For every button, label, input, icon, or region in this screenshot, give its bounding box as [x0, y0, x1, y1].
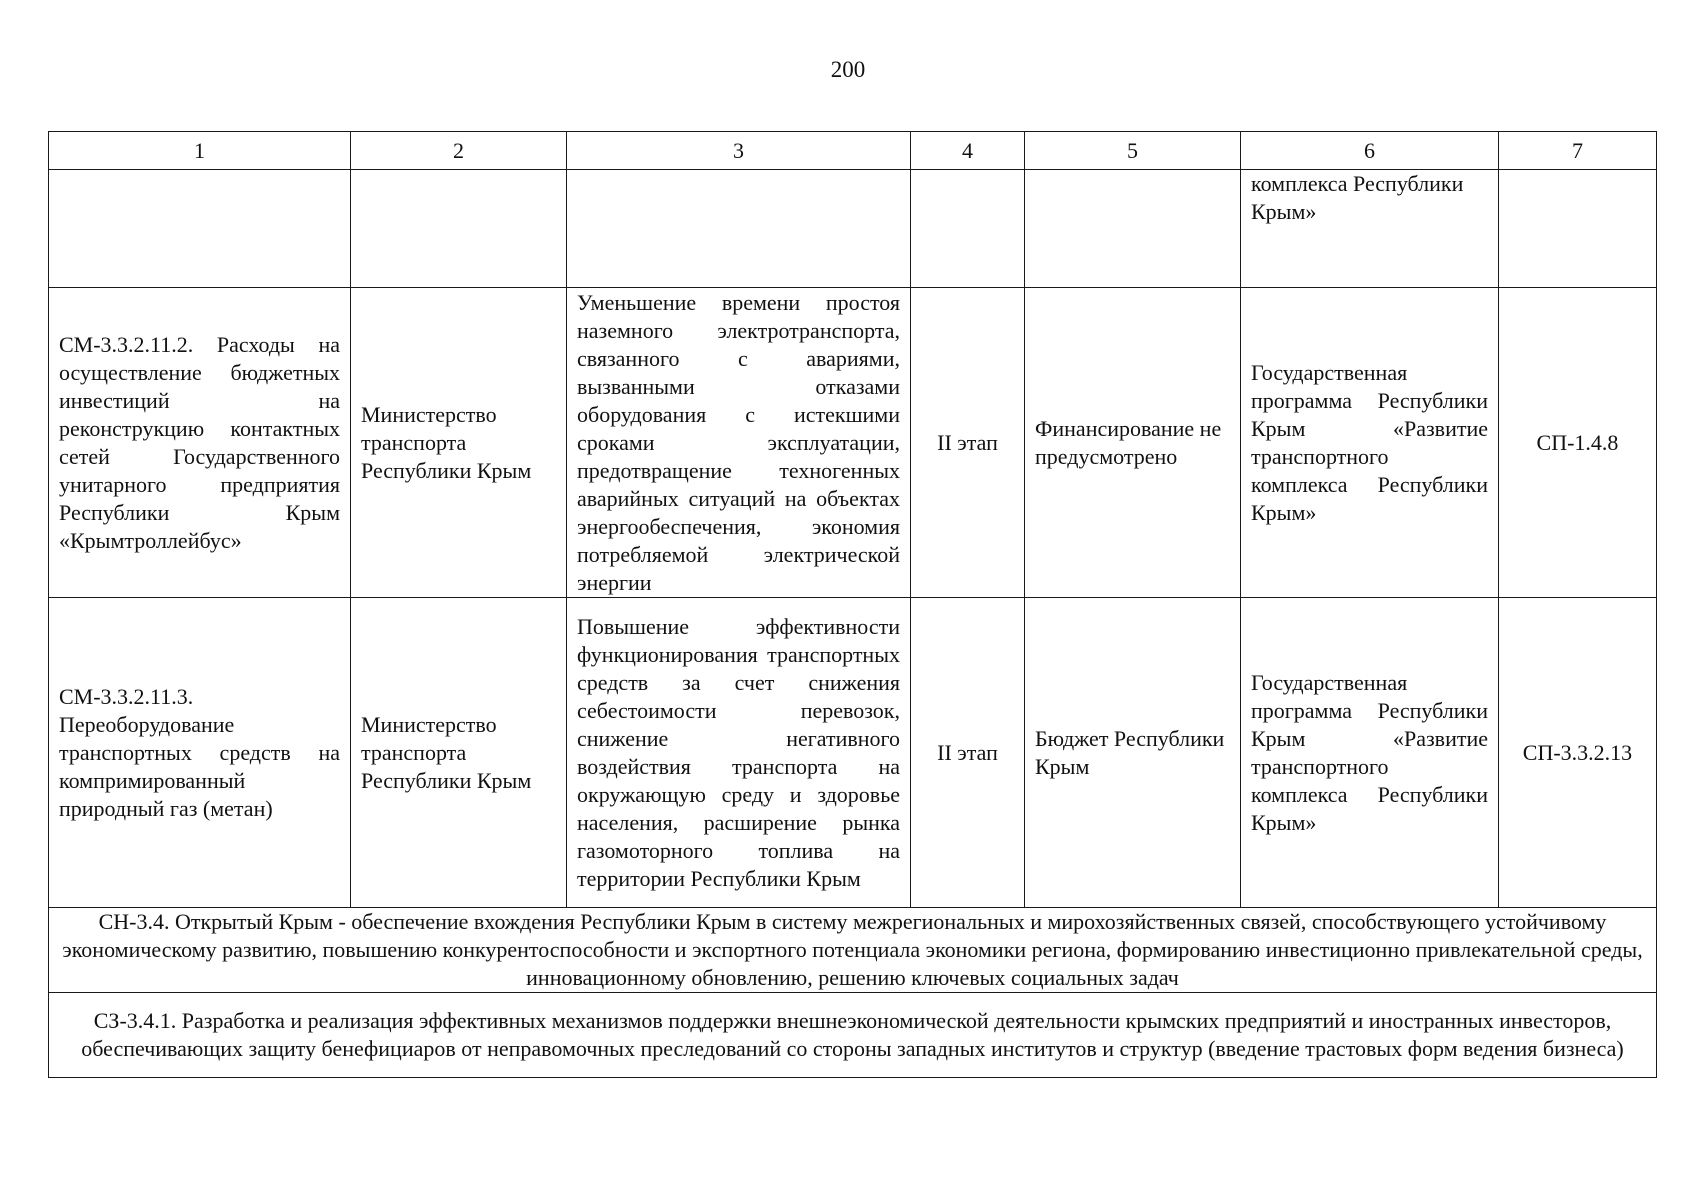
column-header: 3: [567, 132, 911, 170]
stage-cell: II этап: [911, 598, 1025, 908]
table-cell: [567, 170, 911, 288]
column-header: 5: [1025, 132, 1241, 170]
table-cell: [351, 170, 567, 288]
stage-cell: II этап: [911, 288, 1025, 598]
table-cell: [1025, 170, 1241, 288]
section-row: [49, 908, 1657, 993]
measure-cell: СМ-3.3.2.11.3. Переоборудование транспортных средств на компримированный природный газ (метан): [49, 598, 351, 908]
table-cell: [911, 170, 1025, 288]
table-row: [49, 598, 1657, 908]
result-cell: Повышение эффективности функционирования транспортных средств за счет снижения себестоимости перевозок, снижение негативного воздействия транспорта на окружающую среду и здоровье населения, расширение рынка газомоторного топлива на территории Республики Крым: [567, 598, 911, 908]
section-row: [49, 993, 1657, 1078]
column-header: 6: [1241, 132, 1499, 170]
table-cell: [1499, 170, 1657, 288]
column-header: 2: [351, 132, 567, 170]
program-cell: Государственная программа Республики Крым «Развитие транспортного комплекса Республики Крым»: [1241, 598, 1499, 908]
executor-cell: Министерство транспорта Республики Крым: [351, 288, 567, 598]
measure-cell: СМ-3.3.2.11.2. Расходы на осуществление бюджетных инвестиций на реконструкцию контактных сетей Государственного унитарного предприятия Республики Крым «Крымтроллейбус»: [49, 288, 351, 598]
table-row: [49, 288, 1657, 598]
subsection-title: СЗ-3.4.1. Разработка и реализация эффективных механизмов поддержки внешнеэкономической деятельности крымских предприятий и иностранных инвесторов, обеспечивающих защиту бенефициаров от неправомочных преследований со стороны западных институтов и структур (введение трастовых форм ведения бизнеса): [49, 993, 1657, 1078]
program-cell: Государственная программа Республики Крым «Развитие транспортного комплекса Республики Крым»: [1241, 288, 1499, 598]
column-header: 7: [1499, 132, 1657, 170]
measures-table: [48, 131, 1657, 1078]
financing-cell: Бюджет Республики Крым: [1025, 598, 1241, 908]
table-cell: [49, 170, 351, 288]
page-number: 200: [830, 57, 866, 82]
result-cell: Уменьшение времени простоя наземного электротранспорта, связанного с авариями, вызванными отказами оборудования с истекшими сроками эксплуатации, предотвращение техногенных аварийных ситуаций на объектах энергообеспечения, экономия потребляемой электрической энергии: [567, 288, 911, 598]
column-header: 4: [911, 132, 1025, 170]
table-header-row: [49, 132, 1657, 170]
section-title: СН-3.4. Открытый Крым - обеспечение вхождения Республики Крым в систему межрегиональных и мирохозяйственных связей, способствующего устойчивому экономическому развитию, повышению конкурентоспособности и экспортного потенциала экономики региона, формированию инвестиционно привлекательной среды, инновационному обновлению, решению ключевых социальных задач: [49, 908, 1657, 993]
table-row-continuation: [49, 170, 1657, 288]
column-header: 1: [49, 132, 351, 170]
reference-cell: СП-3.3.2.13: [1499, 598, 1657, 908]
executor-cell: Министерство транспорта Республики Крым: [351, 598, 567, 908]
program-cell: комплекса Республики Крым»: [1241, 170, 1499, 288]
reference-cell: СП-1.4.8: [1499, 288, 1657, 598]
financing-cell: Финансирование не предусмотрено: [1025, 288, 1241, 598]
